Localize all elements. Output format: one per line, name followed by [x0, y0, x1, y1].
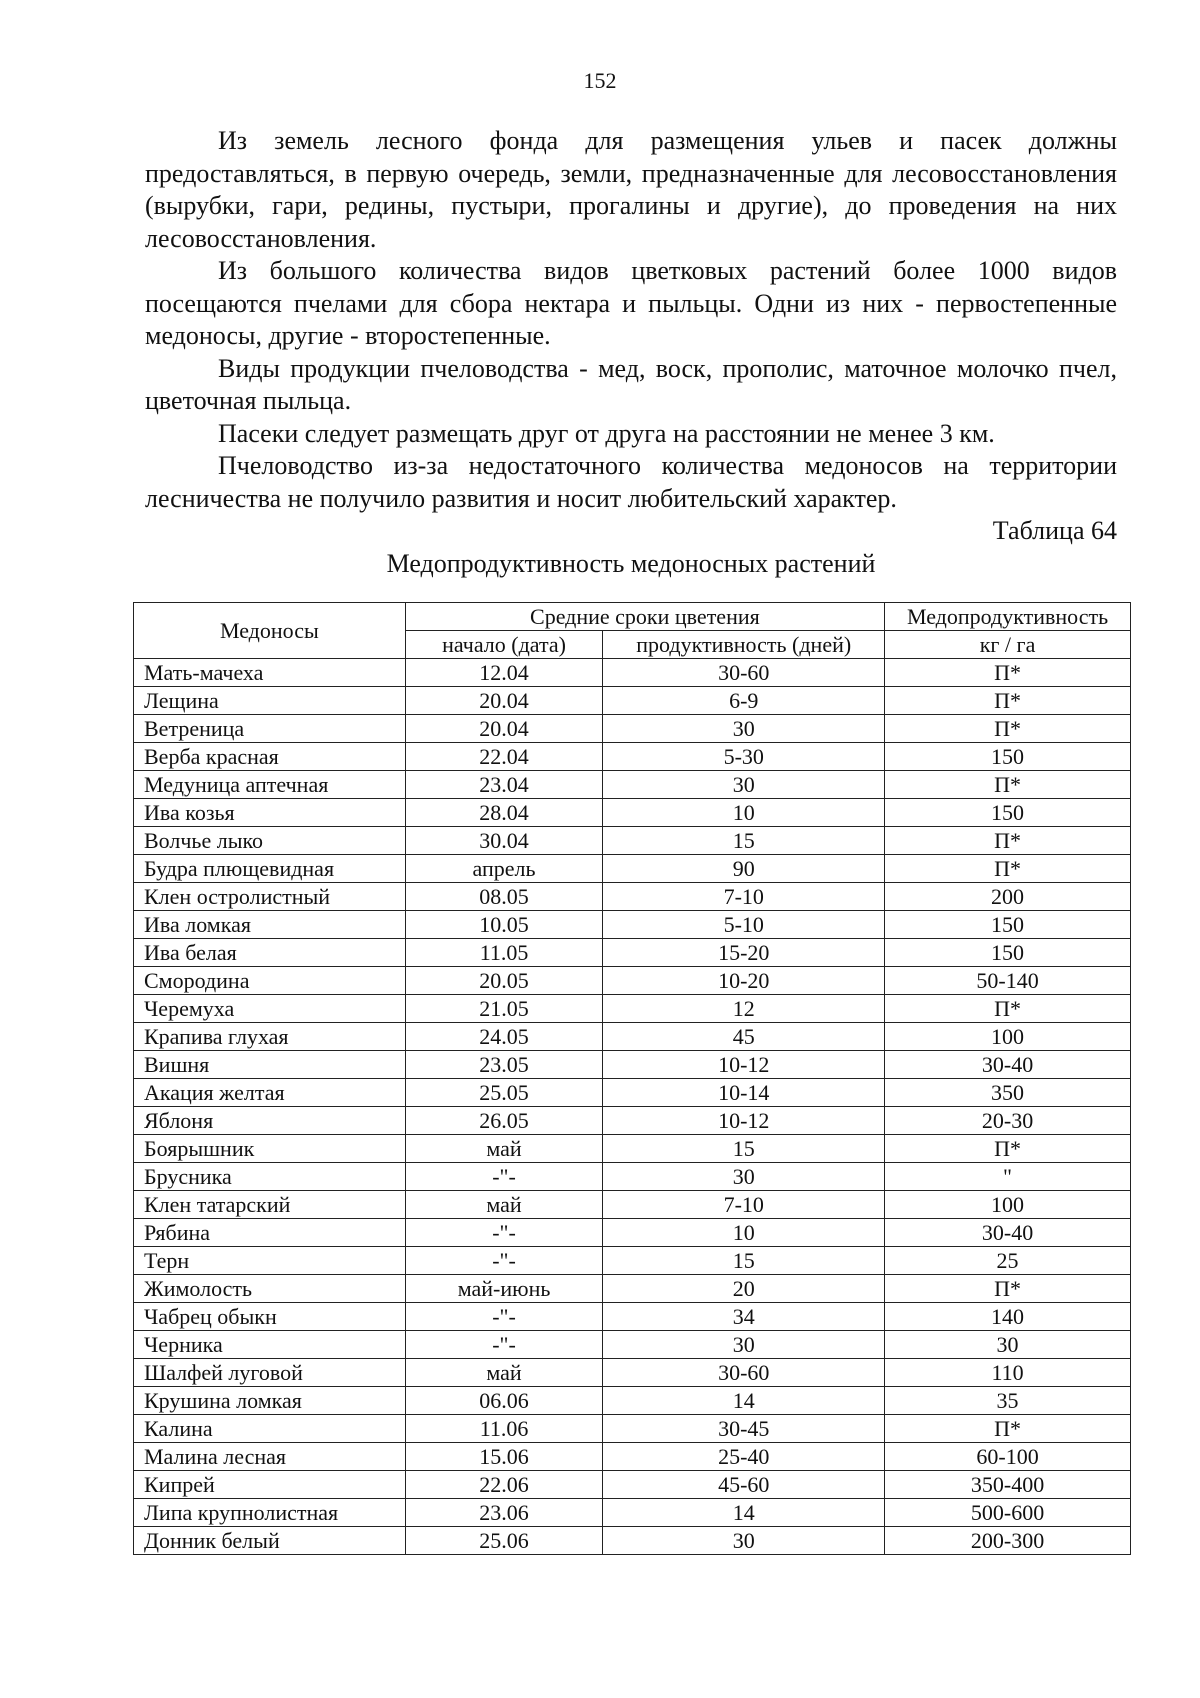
table-row: [134, 1499, 1131, 1527]
honey-yield-cell: 20-30: [885, 1107, 1131, 1135]
honey-yield-cell: П*: [885, 1275, 1131, 1303]
table-row: [134, 1415, 1131, 1443]
header-bloom-group: Средние сроки цветения: [405, 603, 884, 631]
plant-name-cell: Мать-мачеха: [134, 659, 406, 687]
plant-name-cell: Калина: [134, 1415, 406, 1443]
bloom-start-cell: 11.05: [405, 939, 603, 967]
plant-name-cell: Черника: [134, 1331, 406, 1359]
bloom-start-cell: 20.04: [405, 715, 603, 743]
bloom-start-cell: 24.05: [405, 1023, 603, 1051]
table-row: [134, 743, 1131, 771]
header-productivity: Медопродуктивность: [885, 603, 1131, 631]
table-label: Таблица 64: [992, 516, 1117, 545]
bloom-duration-cell: 34: [603, 1303, 885, 1331]
plant-name-cell: Черемуха: [134, 995, 406, 1023]
bloom-duration-cell: 15-20: [603, 939, 885, 967]
bloom-duration-cell: 30: [603, 1331, 885, 1359]
bloom-start-cell: -"-: [405, 1331, 603, 1359]
bloom-start-cell: 25.05: [405, 1079, 603, 1107]
bloom-start-cell: 10.05: [405, 911, 603, 939]
table-row: [134, 1023, 1131, 1051]
plant-name-cell: Яблоня: [134, 1107, 406, 1135]
table-row: [134, 855, 1131, 883]
honey-yield-cell: 350: [885, 1079, 1131, 1107]
plant-name-cell: Кипрей: [134, 1471, 406, 1499]
table-row: [134, 1527, 1131, 1555]
plant-name-cell: Смородина: [134, 967, 406, 995]
table-row: [134, 1163, 1131, 1191]
plant-name-cell: Вишня: [134, 1051, 406, 1079]
table-row: [134, 1219, 1131, 1247]
bloom-start-cell: апрель: [405, 855, 603, 883]
bloom-duration-cell: 15: [603, 1135, 885, 1163]
table-row: [134, 1107, 1131, 1135]
honey-yield-cell: П*: [885, 771, 1131, 799]
honey-yield-cell: ": [885, 1163, 1131, 1191]
plant-name-cell: Крушина ломкая: [134, 1387, 406, 1415]
plant-name-cell: Рябина: [134, 1219, 406, 1247]
bloom-start-cell: 25.06: [405, 1527, 603, 1555]
table-row: [134, 939, 1131, 967]
plant-name-cell: Ветреница: [134, 715, 406, 743]
bloom-duration-cell: 10: [603, 799, 885, 827]
paragraph: Пчеловодство из-за недостаточного количества медоносов на территории лесничества не получило развития и носит любительский характер.: [145, 451, 1117, 513]
plant-name-cell: Крапива глухая: [134, 1023, 406, 1051]
honey-plants-table: [133, 602, 1131, 1555]
bloom-duration-cell: 30: [603, 1163, 885, 1191]
bloom-start-cell: 26.05: [405, 1107, 603, 1135]
paragraph: Из большого количества видов цветковых растений более 1000 видов посещаются пчелами для сбора нектара и пыльцы. Одни из них - первостепенные медоносы, другие - второстепенные.: [145, 256, 1117, 350]
honey-yield-cell: П*: [885, 715, 1131, 743]
honey-yield-cell: П*: [885, 995, 1131, 1023]
table-row: [134, 911, 1131, 939]
bloom-duration-cell: 30-60: [603, 659, 885, 687]
honey-yield-cell: 140: [885, 1303, 1131, 1331]
plant-name-cell: Будра плющевидная: [134, 855, 406, 883]
bloom-start-cell: 28.04: [405, 799, 603, 827]
bloom-start-cell: 12.04: [405, 659, 603, 687]
plant-name-cell: Клен остролистный: [134, 883, 406, 911]
table-row: [134, 1079, 1131, 1107]
bloom-duration-cell: 15: [603, 827, 885, 855]
body-text: [145, 125, 1117, 580]
table-row: [134, 827, 1131, 855]
honey-yield-cell: 30-40: [885, 1219, 1131, 1247]
honey-yield-cell: 60-100: [885, 1443, 1131, 1471]
plant-name-cell: Терн: [134, 1247, 406, 1275]
table-row: [134, 1471, 1131, 1499]
table-row: [134, 659, 1131, 687]
honey-yield-cell: 150: [885, 939, 1131, 967]
honey-yield-cell: 50-140: [885, 967, 1131, 995]
bloom-duration-cell: 10-12: [603, 1107, 885, 1135]
bloom-duration-cell: 15: [603, 1247, 885, 1275]
bloom-start-cell: -"-: [405, 1247, 603, 1275]
bloom-duration-cell: 30: [603, 715, 885, 743]
bloom-start-cell: 23.05: [405, 1051, 603, 1079]
plant-name-cell: Донник белый: [134, 1527, 406, 1555]
bloom-duration-cell: 10-12: [603, 1051, 885, 1079]
bloom-start-cell: -"-: [405, 1219, 603, 1247]
bloom-duration-cell: 30: [603, 1527, 885, 1555]
bloom-duration-cell: 30-60: [603, 1359, 885, 1387]
bloom-duration-cell: 14: [603, 1387, 885, 1415]
table-row: [134, 1275, 1131, 1303]
bloom-start-cell: 23.04: [405, 771, 603, 799]
bloom-duration-cell: 5-10: [603, 911, 885, 939]
page-number: 152: [583, 68, 617, 93]
table-row: [134, 1443, 1131, 1471]
plant-name-cell: Клен татарский: [134, 1191, 406, 1219]
table-row: [134, 1387, 1131, 1415]
table-row: [134, 715, 1131, 743]
bloom-duration-cell: 10: [603, 1219, 885, 1247]
table-row: [134, 771, 1131, 799]
table-row: [134, 883, 1131, 911]
honey-yield-cell: П*: [885, 1135, 1131, 1163]
bloom-duration-cell: 5-30: [603, 743, 885, 771]
bloom-start-cell: 21.05: [405, 995, 603, 1023]
plant-name-cell: Медуница аптечная: [134, 771, 406, 799]
plant-name-cell: Акация желтая: [134, 1079, 406, 1107]
honey-yield-cell: 150: [885, 743, 1131, 771]
plant-name-cell: Жимолость: [134, 1275, 406, 1303]
honey-yield-cell: 100: [885, 1023, 1131, 1051]
paragraph: Пасеки следует размещать друг от друга на расстоянии не менее 3 км.: [218, 418, 995, 448]
bloom-duration-cell: 30-45: [603, 1415, 885, 1443]
bloom-start-cell: май: [405, 1191, 603, 1219]
table-header: [134, 603, 1131, 659]
bloom-duration-cell: 6-9: [603, 687, 885, 715]
honey-yield-cell: П*: [885, 687, 1131, 715]
plant-name-cell: Липа крупнолистная: [134, 1499, 406, 1527]
honey-yield-cell: П*: [885, 659, 1131, 687]
bloom-duration-cell: 14: [603, 1499, 885, 1527]
bloom-duration-cell: 10-20: [603, 967, 885, 995]
paragraph: Виды продукции пчеловодства - мед, воск, прополис, маточное молочко пчел, цветочная пыльца.: [145, 353, 1117, 415]
honey-yield-cell: 25: [885, 1247, 1131, 1275]
bloom-start-cell: 23.06: [405, 1499, 603, 1527]
table-row: [134, 1247, 1131, 1275]
header-plants: Медоносы: [134, 603, 406, 659]
bloom-start-cell: 06.06: [405, 1387, 603, 1415]
honey-yield-cell: 30: [885, 1331, 1131, 1359]
bloom-start-cell: 22.06: [405, 1471, 603, 1499]
bloom-duration-cell: 90: [603, 855, 885, 883]
honey-yield-cell: П*: [885, 827, 1131, 855]
plant-name-cell: Боярышник: [134, 1135, 406, 1163]
bloom-duration-cell: 12: [603, 995, 885, 1023]
honey-yield-cell: 500-600: [885, 1499, 1131, 1527]
table-title: Медопродуктивность медоносных растений: [386, 548, 876, 578]
bloom-duration-cell: 7-10: [603, 1191, 885, 1219]
plant-name-cell: Малина лесная: [134, 1443, 406, 1471]
honey-yield-cell: П*: [885, 1415, 1131, 1443]
plant-name-cell: Ива ломкая: [134, 911, 406, 939]
bloom-start-cell: май: [405, 1135, 603, 1163]
bloom-duration-cell: 20: [603, 1275, 885, 1303]
honey-yield-cell: 110: [885, 1359, 1131, 1387]
honey-yield-cell: 35: [885, 1387, 1131, 1415]
table-row: [134, 1331, 1131, 1359]
bloom-start-cell: 11.06: [405, 1415, 603, 1443]
honey-yield-cell: 150: [885, 799, 1131, 827]
plant-name-cell: Лещина: [134, 687, 406, 715]
plant-name-cell: Ива козья: [134, 799, 406, 827]
honey-yield-cell: 150: [885, 911, 1131, 939]
table-row: [134, 1303, 1131, 1331]
bloom-duration-cell: 25-40: [603, 1443, 885, 1471]
plant-name-cell: Брусника: [134, 1163, 406, 1191]
honey-yield-cell: 200-300: [885, 1527, 1131, 1555]
table-row: [134, 1135, 1131, 1163]
bloom-start-cell: -"-: [405, 1303, 603, 1331]
header-row: [134, 603, 1131, 631]
honey-yield-cell: 200: [885, 883, 1131, 911]
table-row: [134, 995, 1131, 1023]
bloom-start-cell: 15.06: [405, 1443, 603, 1471]
bloom-start-cell: -"-: [405, 1163, 603, 1191]
table-body: [134, 659, 1131, 1555]
bloom-duration-cell: 45: [603, 1023, 885, 1051]
header-unit: кг / га: [885, 631, 1131, 659]
plant-name-cell: Чабрец обыкн: [134, 1303, 406, 1331]
honey-yield-cell: 350-400: [885, 1471, 1131, 1499]
bloom-duration-cell: 30: [603, 771, 885, 799]
table-row: [134, 799, 1131, 827]
bloom-duration-cell: 10-14: [603, 1079, 885, 1107]
bloom-start-cell: 20.04: [405, 687, 603, 715]
bloom-duration-cell: 45-60: [603, 1471, 885, 1499]
paragraph: Из земель лесного фонда для размещения ульев и пасек должны предоставляться, в первую очередь, земли, предназначенные для лесовосстановления (вырубки, гари, редины, пустыри, прогалины и другие), до проведения на них лесовосстановления.: [145, 126, 1117, 253]
bloom-start-cell: 20.05: [405, 967, 603, 995]
honey-yield-cell: 30-40: [885, 1051, 1131, 1079]
table-row: [134, 1191, 1131, 1219]
bloom-start-cell: 30.04: [405, 827, 603, 855]
header-start: начало (дата): [405, 631, 603, 659]
honey-yield-cell: П*: [885, 855, 1131, 883]
table-row: [134, 967, 1131, 995]
header-duration: продуктивность (дней): [603, 631, 885, 659]
bloom-start-cell: май: [405, 1359, 603, 1387]
honey-yield-cell: 100: [885, 1191, 1131, 1219]
bloom-duration-cell: 7-10: [603, 883, 885, 911]
bloom-start-cell: 08.05: [405, 883, 603, 911]
bloom-start-cell: май-июнь: [405, 1275, 603, 1303]
table-row: [134, 687, 1131, 715]
table-row: [134, 1051, 1131, 1079]
bloom-start-cell: 22.04: [405, 743, 603, 771]
table-row: [134, 1359, 1131, 1387]
plant-name-cell: Верба красная: [134, 743, 406, 771]
plant-name-cell: Шалфей луговой: [134, 1359, 406, 1387]
plant-name-cell: Ива белая: [134, 939, 406, 967]
plant-name-cell: Волчье лыко: [134, 827, 406, 855]
